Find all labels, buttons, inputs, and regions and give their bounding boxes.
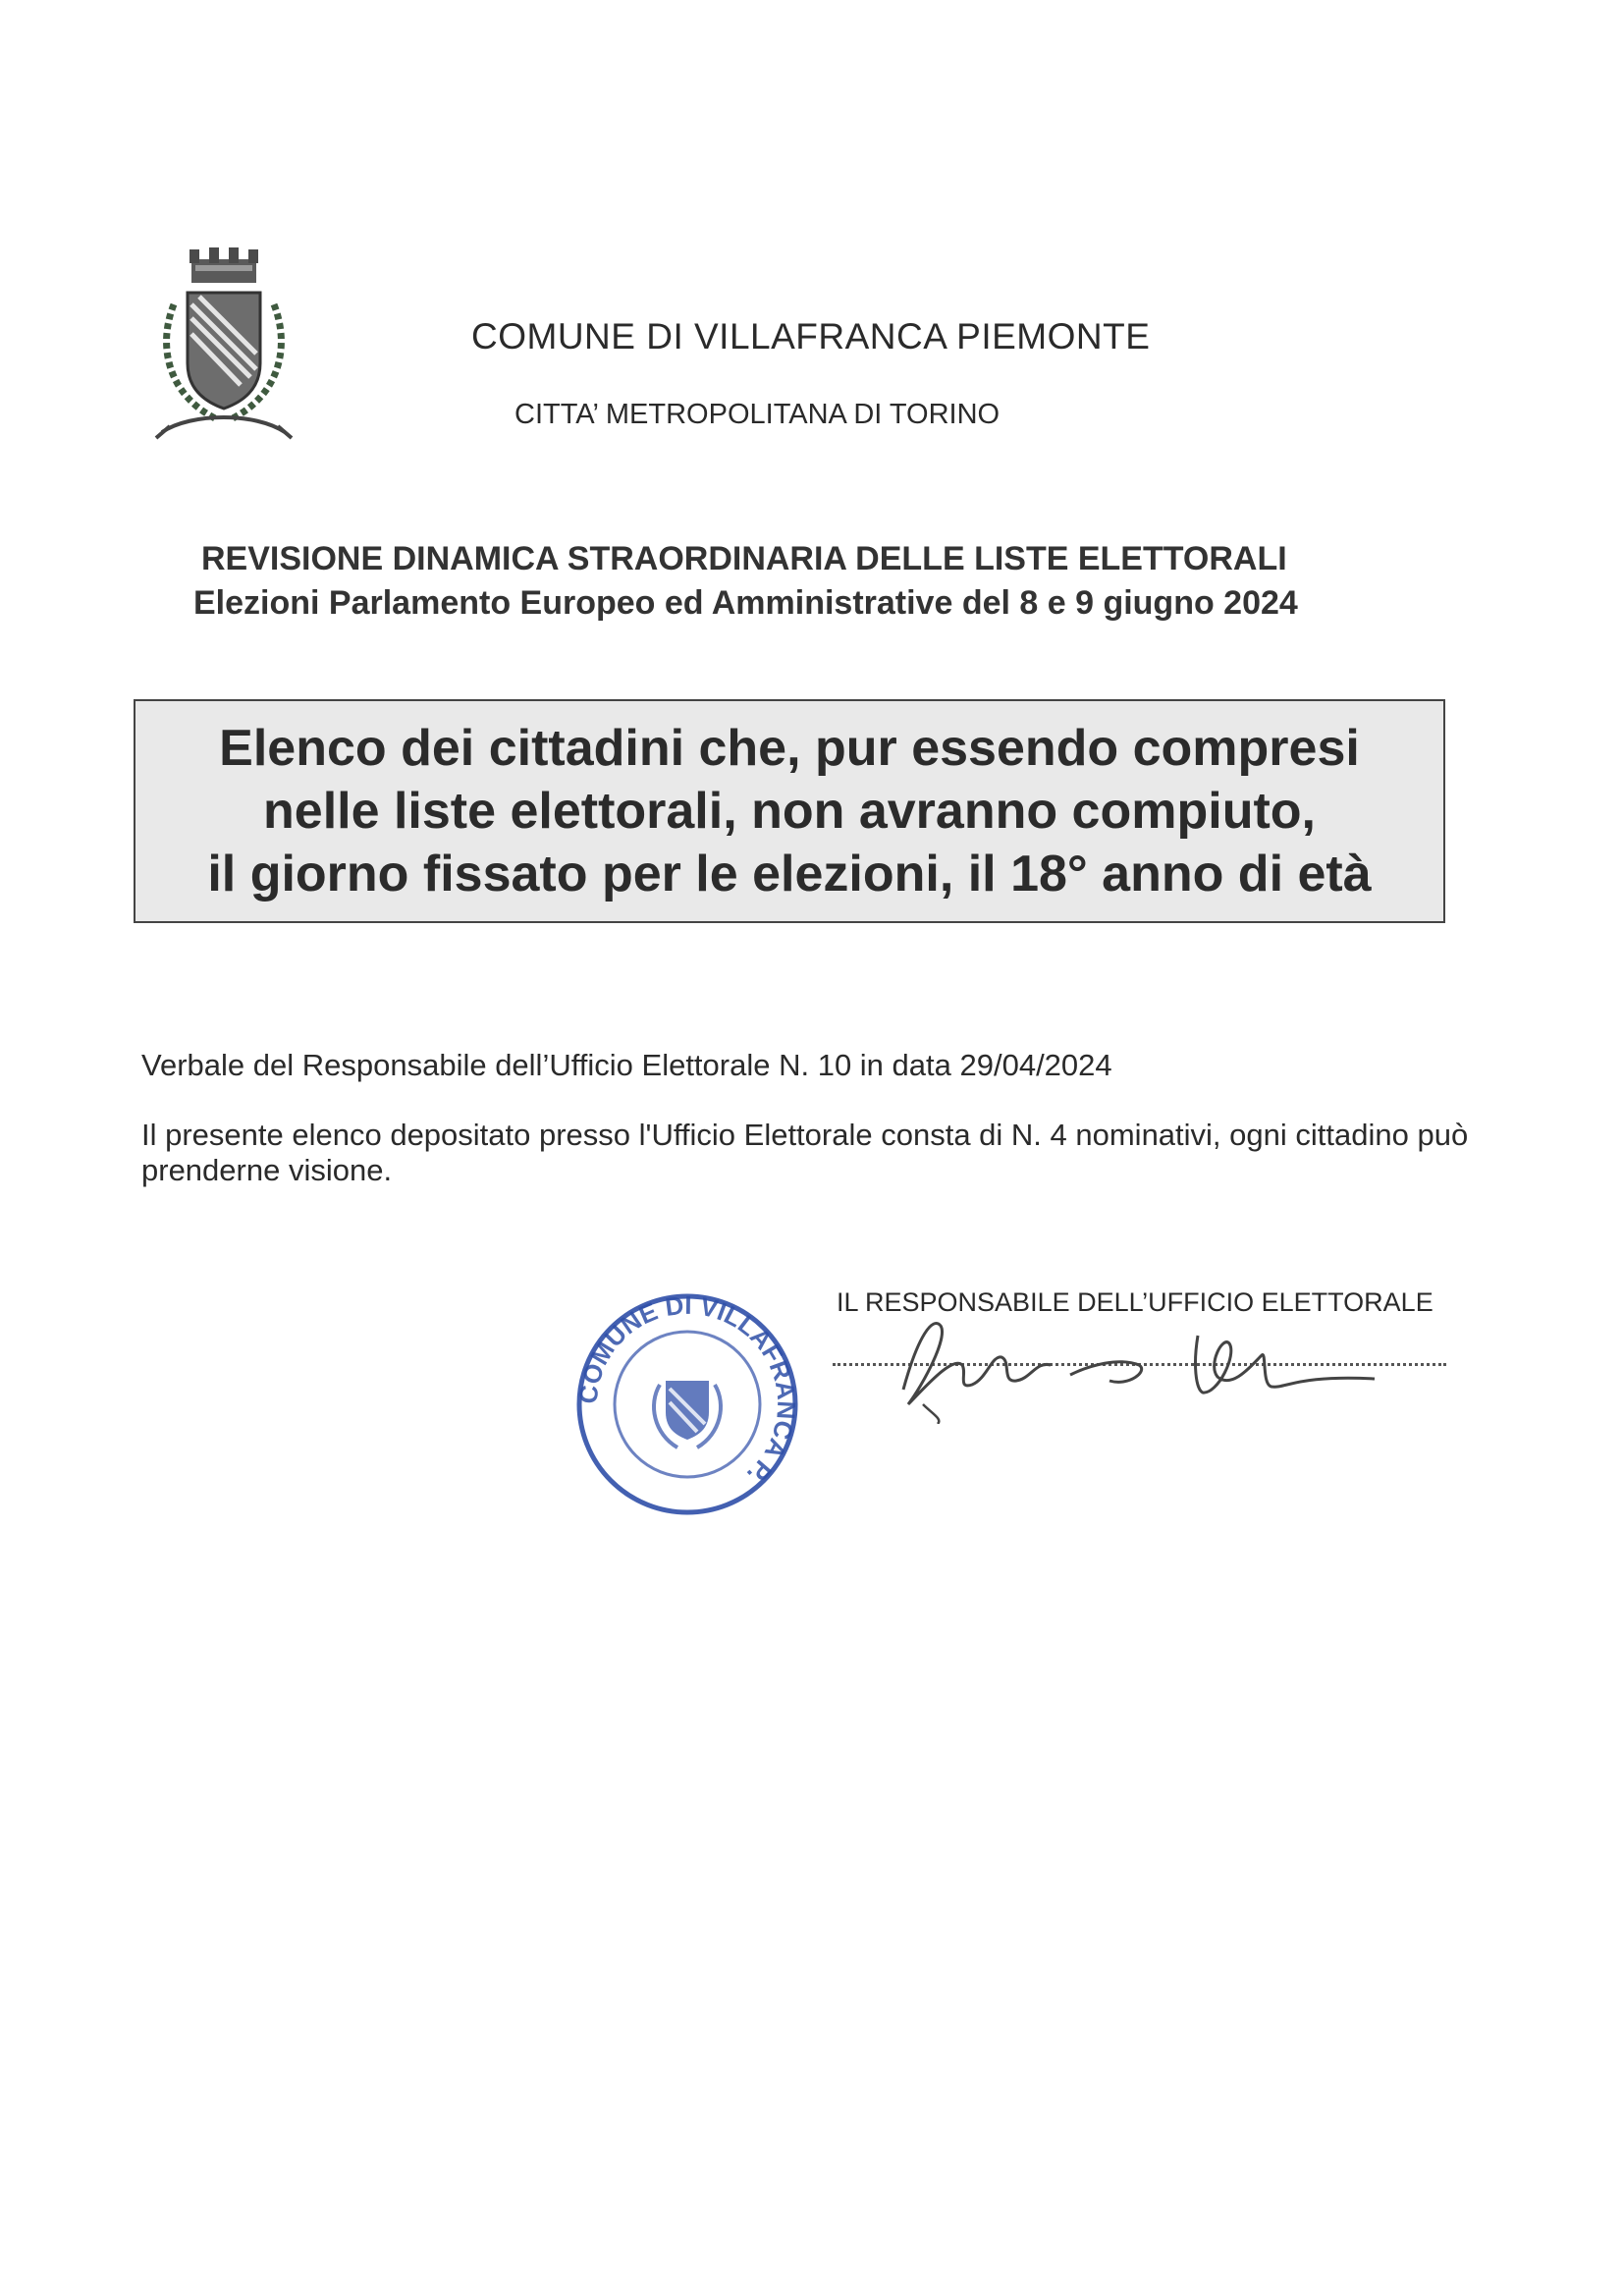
notice-line-3: il giorno fissato per le elezioni, il 18° anno di età bbox=[207, 846, 1372, 902]
notice-line-2: nelle liste elettorali, non avranno compiuto, bbox=[263, 783, 1316, 840]
municipality-name: COMUNE DI VILLAFRANCA PIEMONTE bbox=[471, 316, 1151, 356]
notice-line-1: Elenco dei cittadini che, pur essendo compresi bbox=[219, 720, 1360, 777]
elenco-statement: Il presente elenco depositato presso l'Ufficio Elettorale consta di N. 4 nominativi, ogni cittadino può prenderne visione. bbox=[141, 1118, 1469, 1187]
document-heading: REVISIONE DINAMICA STRAORDINARIA DELLE LISTE ELETTORALI bbox=[201, 540, 1287, 577]
stamp-text: COMUNE DI VILLAFRANCA P. bbox=[572, 1289, 802, 1492]
election-subheading: Elezioni Parlamento Europeo ed Amministrative del 8 e 9 giugno 2024 bbox=[193, 584, 1298, 622]
metropolitan-city: CITTA’ METROPOLITANA DI TORINO bbox=[514, 399, 1001, 430]
coat-of-arms-icon bbox=[152, 246, 295, 442]
official-stamp-icon bbox=[569, 1286, 805, 1522]
verbale-reference: Verbale del Responsabile dell’Ufficio Elettorale N. 10 in data 29/04/2024 bbox=[141, 1048, 1112, 1082]
signature-icon bbox=[864, 1296, 1394, 1424]
notice-box bbox=[134, 699, 1445, 923]
signatory-title: IL RESPONSABILE DELL’UFFICIO ELETTORALE bbox=[837, 1287, 1434, 1317]
